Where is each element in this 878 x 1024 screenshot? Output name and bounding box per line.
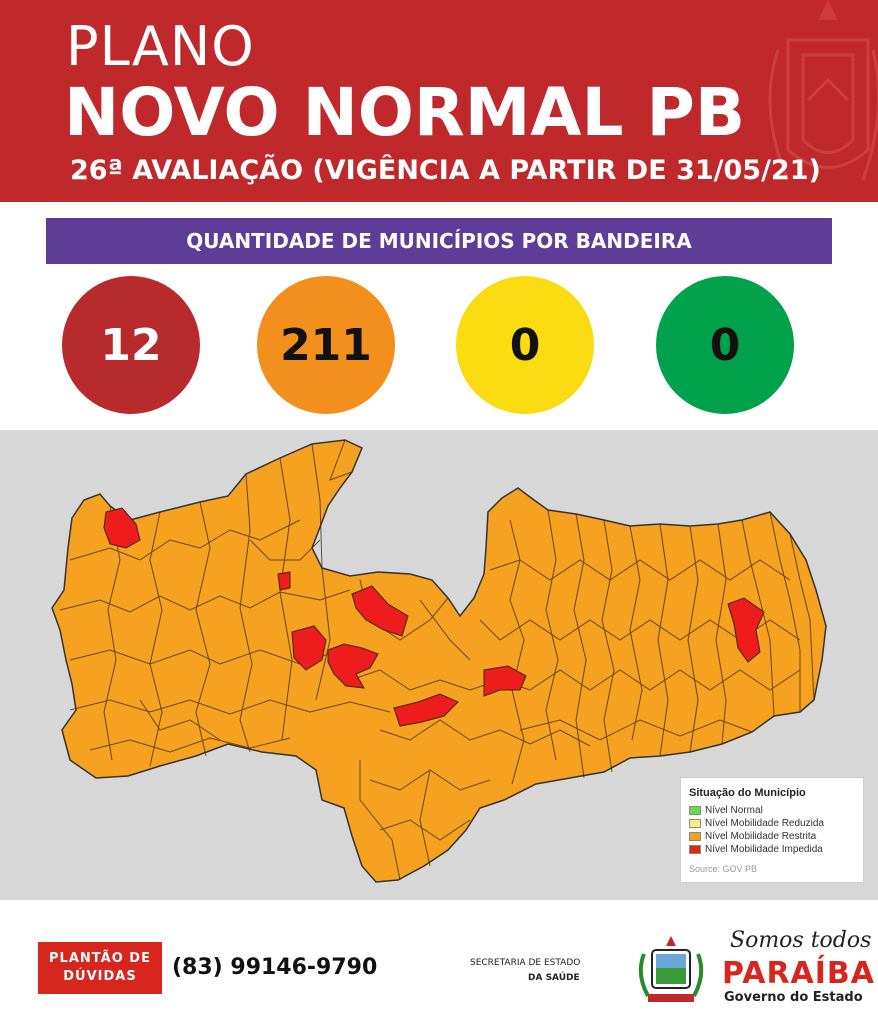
legend-item-impeded	[689, 843, 823, 855]
hotline-phone-number[interactable]: (83) 99146-9790	[172, 955, 378, 980]
page-title: NOVO NORMAL PB	[64, 74, 746, 151]
help-hotline-badge	[38, 942, 162, 994]
header-banner	[0, 0, 878, 202]
red-municipality	[104, 508, 140, 548]
legend-label: Nível Normal	[705, 804, 763, 816]
legend-swatch	[689, 819, 701, 828]
yellow-flag-count: 0	[456, 276, 594, 414]
legend-label: Nível Mobilidade Impedida	[705, 843, 823, 855]
legend-swatch	[689, 832, 701, 841]
secretaria-label: SECRETARIA DE ESTADO	[470, 958, 581, 968]
legend-item-normal	[689, 804, 763, 816]
map-legend	[680, 777, 864, 883]
paraiba-logo-text: PARAÍBA	[722, 956, 876, 991]
legend-label: Nível Mobilidade Restrita	[705, 830, 817, 842]
legend-title: Situação do Município	[689, 787, 806, 799]
evaluation-subtitle: 26ª AVALIAÇÃO (VIGÊNCIA A PARTIR DE 31/05/21)	[70, 155, 821, 186]
secretaria-health-label: DA SAÚDE	[528, 973, 580, 983]
red-flag-count: 12	[62, 276, 200, 414]
green-flag-count: 0	[656, 276, 794, 414]
state-coat-of-arms-icon	[634, 934, 708, 1008]
municipalities-by-flag-heading: QUANTIDADE DE MUNICÍPIOS POR BANDEIRA	[46, 218, 832, 264]
orange-flag-count: 211	[257, 276, 395, 414]
hotline-label-line2: DÚVIDAS	[63, 969, 137, 984]
map-panel	[0, 430, 878, 900]
legend-swatch	[689, 806, 701, 815]
legend-item-restricted	[689, 830, 816, 842]
legend-swatch	[689, 845, 701, 854]
legend-item-reduced	[689, 817, 824, 829]
governo-do-estado-label: Governo do Estado	[724, 990, 863, 1005]
legend-source: Source: GOV PB	[689, 864, 758, 874]
hotline-label-line1: PLANTÃO DE	[49, 950, 151, 966]
plan-label: PLANO	[66, 15, 255, 78]
legend-label: Nível Mobilidade Reduzida	[705, 817, 824, 829]
somos-todos-slogan: Somos todos	[730, 928, 872, 953]
red-municipality	[278, 572, 290, 590]
